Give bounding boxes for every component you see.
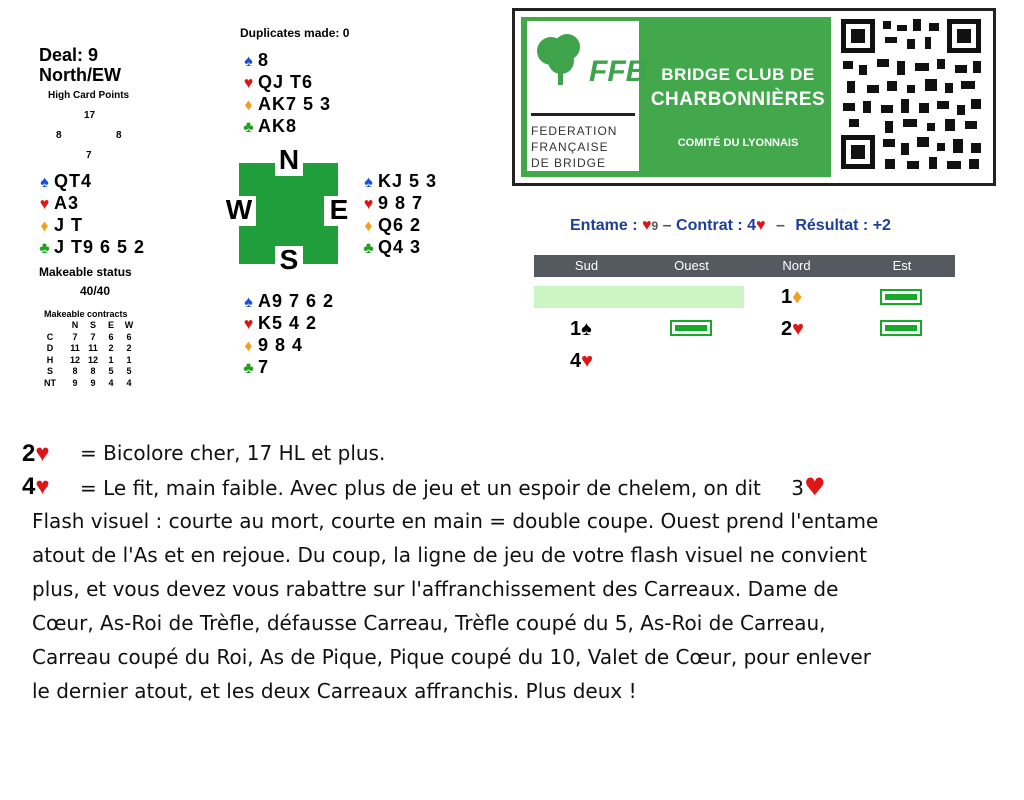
compass-north: N bbox=[275, 146, 303, 176]
contract-summary bbox=[570, 217, 891, 235]
north-diamonds: AK7 5 3 bbox=[258, 94, 332, 114]
hcp-west: 8 bbox=[56, 130, 62, 141]
col-s: S bbox=[89, 320, 96, 330]
commentary-paragraph bbox=[32, 504, 878, 708]
diamond-icon: ♦ bbox=[244, 97, 254, 114]
diamond-icon: ♦ bbox=[40, 218, 50, 235]
makeable-table bbox=[44, 320, 138, 389]
bid-col-sud: Sud bbox=[574, 258, 599, 273]
north-clubs: AK8 bbox=[258, 116, 298, 136]
commentary-bid-4h bbox=[22, 471, 50, 503]
makeable-row bbox=[44, 378, 138, 390]
north-hearts: QJ T6 bbox=[258, 72, 314, 92]
bid-col-nord: Nord bbox=[782, 258, 811, 273]
cell: 8 bbox=[72, 366, 78, 376]
pass-card bbox=[670, 320, 712, 336]
heart-icon: ♥ bbox=[792, 318, 804, 340]
cell: 5 bbox=[108, 366, 114, 376]
hcp-title: High Card Points bbox=[48, 90, 130, 101]
commentary-line: atout de l'As et en rejoue. Du coup, la ligne de jeu de votre flash visuel ne convient bbox=[32, 543, 868, 567]
col-n: N bbox=[71, 320, 79, 330]
compass-west: W bbox=[222, 196, 256, 226]
cell: 5 bbox=[126, 366, 132, 376]
cell: 1 bbox=[126, 354, 132, 365]
bid-level: 3 bbox=[791, 476, 804, 500]
commentary-line: plus, et vous devez vous rabattre sur l'affranchissement des Carreaux. Dame de bbox=[32, 577, 839, 601]
compass-south: S bbox=[275, 246, 303, 276]
cell: 6 bbox=[126, 331, 132, 342]
heart-icon: ♥ bbox=[363, 196, 375, 213]
east-clubs: Q4 3 bbox=[378, 237, 422, 257]
heart-icon: ♥ bbox=[642, 217, 652, 234]
cell: 9 bbox=[72, 377, 78, 388]
south-clubs: 7 bbox=[258, 357, 270, 377]
south-diamonds: 9 8 4 bbox=[258, 335, 304, 355]
bid-level: 2 bbox=[22, 440, 36, 467]
makeable-row bbox=[44, 343, 138, 355]
south-hand bbox=[240, 291, 334, 379]
heart-icon: ♥ bbox=[804, 473, 826, 501]
hcp-east: 8 bbox=[116, 130, 122, 141]
resultat-label: Résultat : +2 bbox=[795, 217, 891, 234]
entame-label: Entame : bbox=[570, 217, 638, 234]
diamond-icon: ♦ bbox=[364, 218, 374, 235]
row-suit: C bbox=[46, 331, 54, 342]
makeable-row bbox=[44, 366, 138, 378]
commentary-line: le dernier atout, et les deux Carreaux affranchis. Plus deux ! bbox=[32, 679, 637, 703]
cell: 7 bbox=[90, 331, 96, 342]
cell: 7 bbox=[72, 331, 78, 342]
pass-card bbox=[880, 320, 922, 336]
heart-icon: ♥ bbox=[581, 350, 593, 372]
commentary-line-1: = Bicolore cher, 17 HL et plus. bbox=[80, 441, 386, 465]
col-e: E bbox=[107, 320, 114, 330]
cell: 11 bbox=[70, 343, 80, 353]
club-icon: ♣ bbox=[363, 240, 375, 257]
west-hand bbox=[36, 171, 145, 259]
commentary-line: Flash visuel : courte au mort, courte en main = double coupe. Ouest prend l'entame bbox=[32, 509, 879, 533]
cell: 12 bbox=[69, 354, 80, 365]
cell: 1 bbox=[108, 354, 114, 365]
bid-level: 2 bbox=[781, 318, 793, 340]
federation-line: DE BRIDGE bbox=[531, 156, 607, 170]
west-spades: QT4 bbox=[54, 171, 93, 191]
row-suit: H bbox=[46, 354, 54, 365]
row-suit: D bbox=[46, 343, 54, 353]
club-name-line1: BRIDGE CLUB DE bbox=[661, 65, 815, 84]
bid-nord-1d bbox=[781, 286, 802, 309]
row-suit: NT bbox=[44, 377, 56, 388]
diamond-icon: ♦ bbox=[244, 338, 254, 355]
makeable-contracts-title: Makeable contracts bbox=[44, 309, 128, 319]
hcp-south: 7 bbox=[86, 150, 92, 161]
heart-icon: ♥ bbox=[756, 217, 766, 234]
ffb-logo-panel bbox=[527, 21, 648, 171]
spade-icon: ♠ bbox=[40, 174, 50, 191]
separator: – bbox=[662, 217, 672, 234]
cell: 11 bbox=[88, 343, 98, 353]
duplicates-made: Duplicates made: 0 bbox=[240, 26, 350, 40]
cell: 8 bbox=[90, 366, 96, 376]
commentary-line: Cœur, As-Roi de Trèfle, défausse Carreau, Trèfle coupé du 5, As-Roi de Carreau, bbox=[32, 611, 826, 635]
bid-level: 4 bbox=[22, 473, 36, 500]
cell: 9 bbox=[90, 377, 96, 388]
makeable-status-value: 40/40 bbox=[80, 284, 111, 298]
contrat-label: Contrat : 4 bbox=[676, 217, 757, 234]
north-spades: 8 bbox=[258, 50, 270, 70]
commentary-line-2 bbox=[80, 470, 826, 505]
bid-col-ouest: Ouest bbox=[674, 258, 709, 273]
east-hand bbox=[360, 171, 437, 259]
south-hearts: K5 4 2 bbox=[258, 313, 318, 333]
club-name-line2: CHARBONNIÈRES bbox=[650, 89, 826, 110]
heart-icon: ♥ bbox=[39, 196, 51, 213]
row-suit: S bbox=[46, 366, 53, 376]
separator: – bbox=[775, 217, 785, 234]
bid-col-est: Est bbox=[892, 258, 912, 273]
ffb-logo-text: FFB bbox=[589, 55, 648, 88]
spade-icon: ♠ bbox=[581, 318, 592, 340]
cell: 2 bbox=[126, 343, 132, 353]
commentary-line: Carreau coupé du Roi, As de Pique, Pique coupé du 10, Valet de Cœur, pour enlever bbox=[32, 645, 871, 669]
spade-icon: ♠ bbox=[364, 174, 374, 191]
pass-card bbox=[880, 289, 922, 305]
heart-icon: ♥ bbox=[35, 473, 50, 500]
west-diamonds: J T bbox=[54, 215, 84, 235]
club-banner bbox=[512, 8, 996, 186]
bid-level: 4 bbox=[570, 350, 582, 372]
cell: 4 bbox=[108, 377, 114, 388]
bidding-header bbox=[534, 255, 955, 277]
commentary-bid-2h bbox=[22, 438, 50, 470]
bid-empty-cell bbox=[534, 286, 744, 308]
east-spades: KJ 5 3 bbox=[378, 171, 438, 191]
comite-text: COMITÉ DU LYONNAIS bbox=[677, 137, 799, 149]
makeable-header-row bbox=[44, 320, 138, 332]
heart-icon: ♥ bbox=[243, 316, 255, 333]
makeable-row bbox=[44, 355, 138, 367]
club-icon: ♣ bbox=[39, 240, 51, 257]
club-icon: ♣ bbox=[243, 119, 255, 136]
makeable-row bbox=[44, 332, 138, 344]
dealer-vulnerability: North/EW bbox=[39, 65, 121, 85]
spade-icon: ♠ bbox=[244, 294, 254, 311]
diamond-icon: ♦ bbox=[792, 286, 803, 308]
col-w: W bbox=[124, 320, 134, 330]
hcp-north: 17 bbox=[84, 110, 96, 121]
federation-line: FEDERATION bbox=[531, 124, 618, 138]
west-clubs: J T9 6 5 2 bbox=[54, 237, 146, 257]
cell: 2 bbox=[108, 343, 114, 353]
entame-rank: 9 bbox=[651, 219, 659, 233]
cell: 6 bbox=[108, 331, 114, 342]
federation-line: FRANÇAISE bbox=[531, 140, 609, 154]
tree-icon bbox=[531, 29, 591, 89]
cell: 4 bbox=[126, 377, 132, 388]
bid-level: 1 bbox=[781, 286, 793, 308]
deal-number: Deal: 9 bbox=[39, 45, 99, 65]
spade-icon: ♠ bbox=[244, 53, 254, 70]
bid-level: 1 bbox=[570, 318, 582, 340]
federation-text bbox=[531, 123, 617, 171]
east-diamonds: Q6 2 bbox=[378, 215, 422, 235]
qr-code-icon bbox=[837, 15, 987, 175]
bid-sud-4h bbox=[570, 350, 593, 373]
cell: 12 bbox=[87, 354, 98, 365]
commentary-text: = Le fit, main faible. Avec plus de jeu et un espoir de chelem, on dit bbox=[80, 476, 761, 500]
bid-sud-1s bbox=[570, 318, 592, 341]
east-hearts: 9 8 7 bbox=[378, 193, 424, 213]
makeable-status-title: Makeable status bbox=[39, 265, 132, 279]
south-spades: A9 7 6 2 bbox=[258, 291, 335, 311]
logo-divider bbox=[531, 113, 635, 116]
west-hearts: A3 bbox=[54, 193, 80, 213]
heart-icon: ♥ bbox=[243, 75, 255, 92]
north-hand bbox=[240, 50, 331, 138]
club-icon: ♣ bbox=[243, 360, 255, 377]
bid-nord-2h bbox=[781, 318, 804, 341]
heart-icon: ♥ bbox=[35, 440, 50, 467]
compass-east: E bbox=[324, 196, 354, 226]
